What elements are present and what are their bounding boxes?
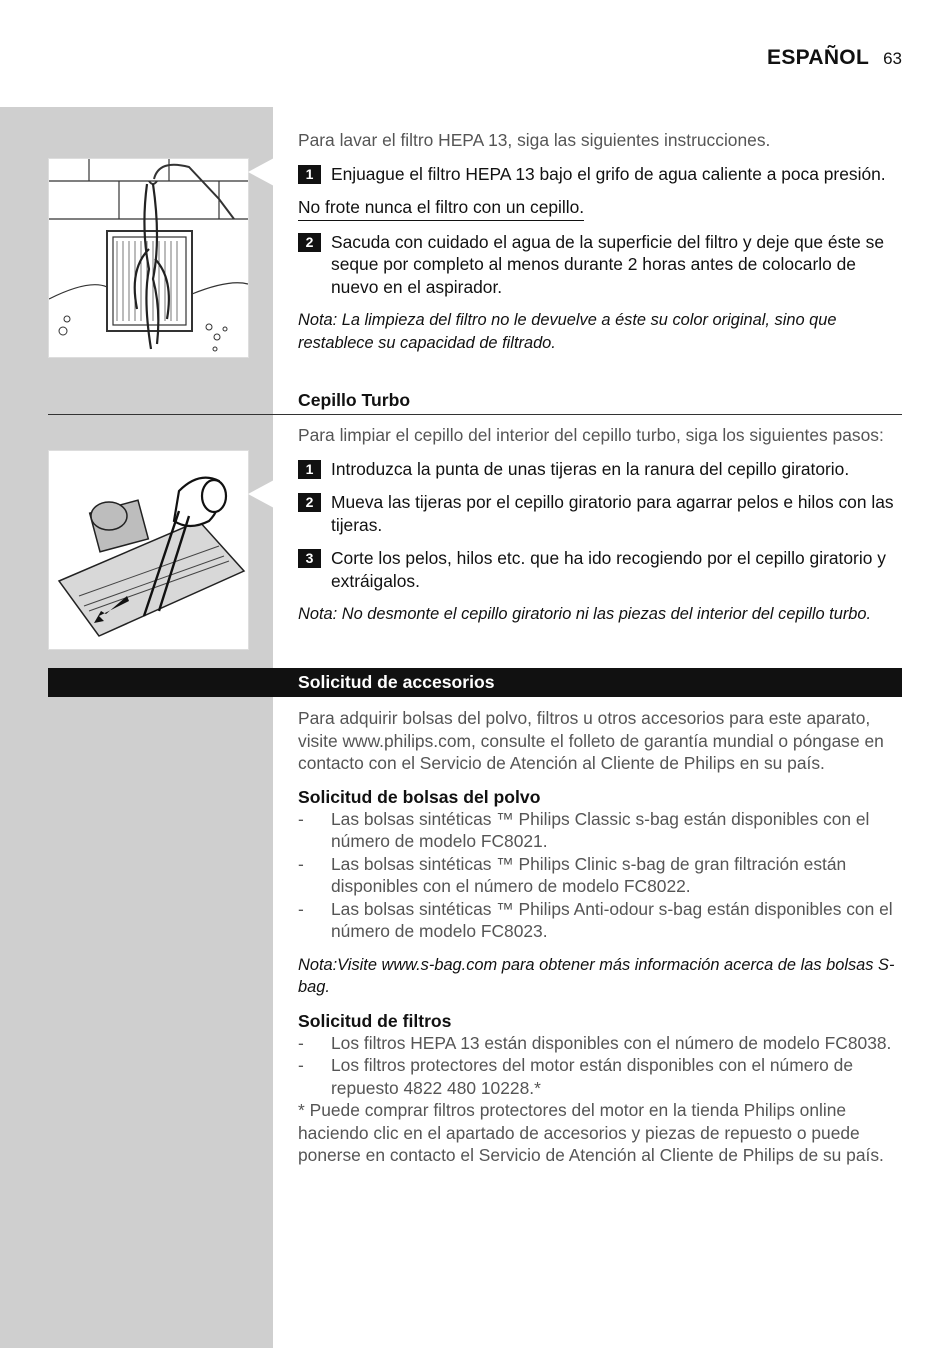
hepa-note: Nota: La limpieza del filtro no le devuelve a éste su color original, sino que restablece su capacidad de filtrado. xyxy=(298,311,837,352)
list-item-text: Los filtros HEPA 13 están disponibles con el número de modelo FC8038. xyxy=(331,1032,892,1053)
turbo-heading-wrap xyxy=(298,389,903,411)
turbo-step-3 xyxy=(298,547,903,592)
step-number: 2 xyxy=(298,233,321,252)
hepa-step-1 xyxy=(298,163,903,186)
step-number: 3 xyxy=(298,549,321,568)
dash: - xyxy=(298,808,304,829)
list-item-text: Las bolsas sintéticas ™ Philips Clinic s-bag de gran filtración están disponibles con el número de modelo FC8022. xyxy=(331,853,847,896)
illustration-pointer xyxy=(248,158,274,186)
step-text: Mueva las tijeras por el cepillo giratorio para agarrar pelos e hilos con las tijeras. xyxy=(331,492,894,535)
step-text: Introduzca la punta de unas tijeras en la ranura del cepillo giratorio. xyxy=(331,458,850,479)
page-header xyxy=(767,46,902,70)
dash: - xyxy=(298,1055,304,1075)
hepa-section xyxy=(298,129,903,354)
list-item-text: Las bolsas sintéticas ™ Philips Classic s-bag están disponibles con el número de modelo FC8021. xyxy=(331,808,870,851)
list-item xyxy=(298,1054,903,1099)
list-item-text: Los filtros protectores del motor están disponibles con el número de repuesto 4822 480 10228.* xyxy=(331,1055,853,1098)
step-text: Enjuague el filtro HEPA 13 bajo el grifo de agua caliente a poca presión. xyxy=(331,163,886,184)
footnote: * Puede comprar filtros protectores del motor en la tienda Philips online haciendo clic en el apartado de accesorios y piezas de repuesto o puede ponerse en contacto el Servicio de Atención al Cliente de Philips de su país. xyxy=(298,1100,884,1165)
turbo-section xyxy=(298,424,903,626)
filter-under-tap-drawing xyxy=(49,159,248,357)
step-number: 1 xyxy=(298,460,321,479)
step-number: 2 xyxy=(298,493,321,512)
step-text: Sacuda con cuidado el agua de la superficie del filtro y deje que éste se seque por completo al menos durante 2 horas antes de colocarlo de nuevo en el aspirador. xyxy=(331,231,885,297)
step-number: 1 xyxy=(298,165,321,184)
section-header-band xyxy=(48,668,902,697)
list-item xyxy=(298,853,903,898)
turbo-step-1 xyxy=(298,458,903,481)
hepa-intro: Para lavar el filtro HEPA 13, siga las siguientes instrucciones. xyxy=(298,130,771,150)
dash: - xyxy=(298,898,304,919)
bags-heading: Solicitud de bolsas del polvo xyxy=(298,786,541,807)
turbo-intro: Para limpiar el cepillo del interior del cepillo turbo, siga los siguientes pasos: xyxy=(298,425,884,445)
dash: - xyxy=(298,853,304,874)
page-number: 63 xyxy=(883,49,902,68)
accessories-heading: Solicitud de accesorios xyxy=(298,672,495,692)
hepa-step-2 xyxy=(298,231,903,299)
turbo-step-2 xyxy=(298,491,903,536)
hepa-warning: No frote nunca el filtro con un cepillo. xyxy=(298,196,584,221)
list-item-text: Las bolsas sintéticas ™ Philips Anti-odour s-bag están disponibles con el número de modelo FC8023. xyxy=(331,898,893,941)
list-item xyxy=(298,898,903,943)
bags-note: Nota:Visite www.s-bag.com para obtener más información acerca de las bolsas S-bag. xyxy=(298,955,895,996)
turbo-heading: Cepillo Turbo xyxy=(298,390,411,410)
list-item xyxy=(298,1032,903,1055)
turbo-note: Nota: No desmonte el cepillo giratorio ni las piezas del interior del cepillo turbo. xyxy=(298,605,872,623)
language-label: ESPAÑOL xyxy=(767,46,870,69)
filters-heading: Solicitud de filtros xyxy=(298,1010,452,1031)
hepa-rinse-illustration xyxy=(48,158,249,358)
list-item xyxy=(298,808,903,853)
dash: - xyxy=(298,1032,304,1053)
illustration-pointer xyxy=(248,480,274,508)
turbo-brush-illustration xyxy=(48,450,249,650)
brush-scissors-drawing xyxy=(49,451,248,649)
step-text: Corte los pelos, hilos etc. que ha ido recogiendo por el cepillo giratorio y extráigalos. xyxy=(331,548,886,591)
accessories-intro: Para adquirir bolsas del polvo, filtros u otros accesorios para este aparato, visite www.philips.com, consulte el folleto de garantía mundial o póngase en contacto con el Servicio de Atención al Cliente de Philips en su país. xyxy=(298,708,884,773)
section-divider xyxy=(48,414,902,415)
accessories-section xyxy=(298,707,903,1167)
